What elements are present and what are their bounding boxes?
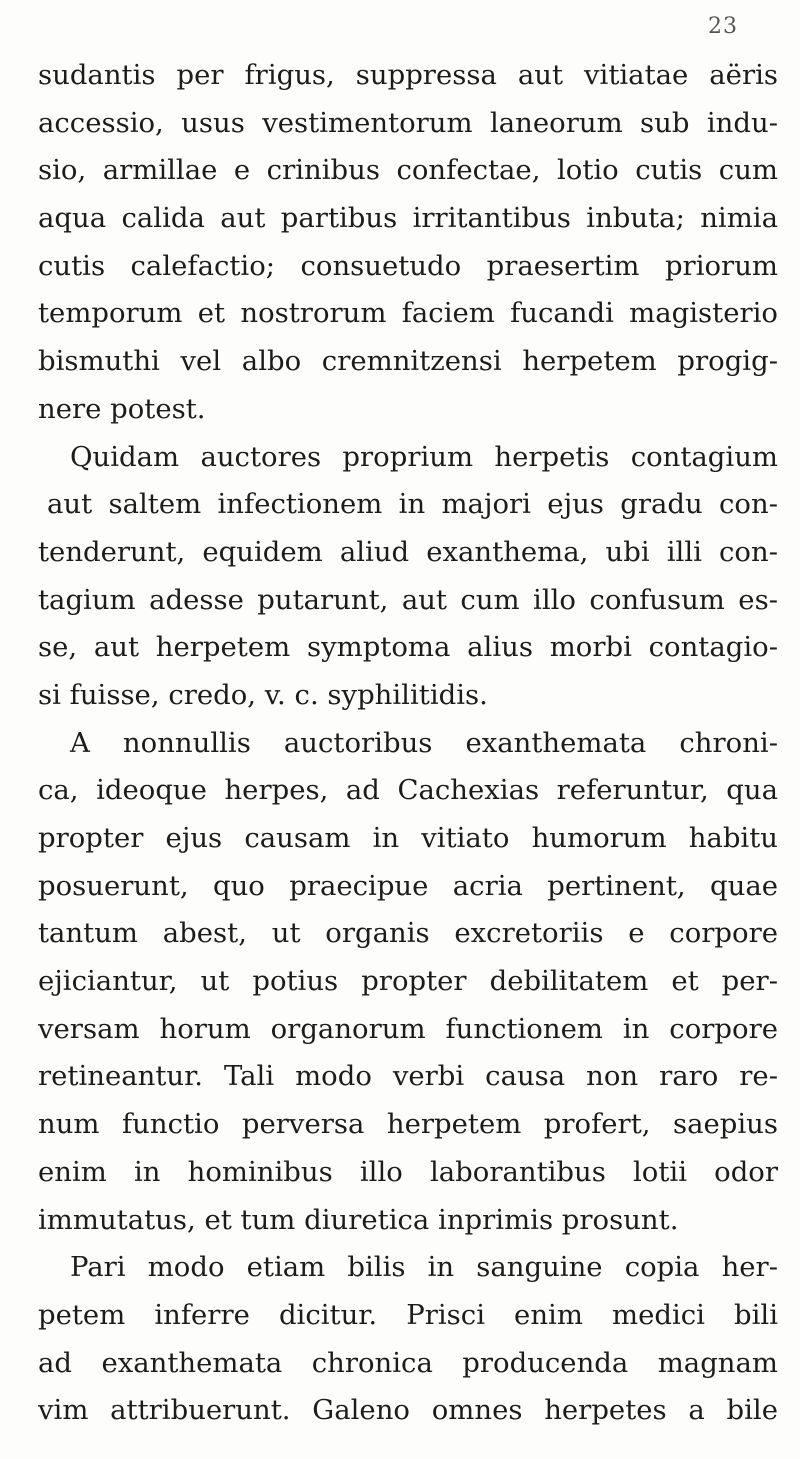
paragraph-end-line: si fuisse, credo, v. c. syphilitidis.: [38, 678, 488, 711]
paragraph-start-line: Quidam auctores proprium herpetis contagium: [70, 440, 778, 473]
text-line: ad exanthemata chronica producenda magnam: [38, 1346, 778, 1379]
text-line: sudantis per frigus, suppressa aut vitiatae aëris: [38, 59, 778, 91]
text-line: se, aut herpetem symptoma alius morbi contagio-: [38, 631, 778, 664]
text-line: sio, armillae e crinibus confectae, lotio cutis cum: [38, 154, 778, 187]
text-line: versam horum organorum functionem in corpore: [38, 1012, 778, 1045]
text-line: cutis calefactio; consuetudo praesertim priorum: [38, 249, 778, 282]
text-line: bismuthi vel albo cremnitzensi herpetem progig-: [38, 345, 778, 378]
text-line: ejiciantur, ut potius propter debilitatem et per-: [38, 965, 778, 998]
paragraph-start-line: Pari modo etiam bilis in sanguine copia her-: [70, 1251, 778, 1284]
text-line: enim in hominibus illo laborantibus lotii odor: [38, 1155, 778, 1188]
text-line: posuerunt, quo praecipue acria pertinent, quae: [38, 869, 778, 902]
text-line: temporum et nostrorum faciem fucandi magisterio: [38, 297, 778, 330]
text-line: propter ejus causam in vitiato humorum habitu: [38, 822, 778, 854]
paragraph-end-line: nere potest.: [38, 392, 206, 425]
text-line: vim attribuerunt. Galeno omnes herpetes a bile: [38, 1394, 778, 1427]
text-line: tenderunt, equidem aliud exanthema, ubi illi con-: [38, 535, 778, 568]
text-line: ca, ideoque herpes, ad Cachexias referuntur, qua: [38, 774, 778, 807]
text-line: petem inferre dicitur. Prisci enim medici bili: [38, 1298, 778, 1331]
text-line: accessio, usus vestimentorum laneorum sub indu-: [38, 106, 778, 139]
text-line: tagium adesse putarunt, aut cum illo confusum es-: [38, 583, 778, 616]
paragraph-start-line: A nonnullis auctoribus exanthemata chroni-: [70, 726, 778, 759]
page-number: 23: [708, 14, 738, 39]
text-line: num functio perversa herpetem profert, saepius: [38, 1108, 778, 1141]
paragraph-end-line: immutatus, et tum diuretica inprimis prosunt.: [38, 1203, 679, 1236]
text-line: aut saltem infectionem in majori ejus gradu con-: [47, 488, 778, 521]
body-text: [38, 52, 778, 1435]
text-line: tantum abest, ut organis excretoriis e corpore: [38, 917, 778, 950]
text-line: retineantur. Tali modo verbi causa non raro re-: [38, 1060, 778, 1093]
text-line: aqua calida aut partibus irritantibus inbuta; nimia: [38, 202, 778, 235]
